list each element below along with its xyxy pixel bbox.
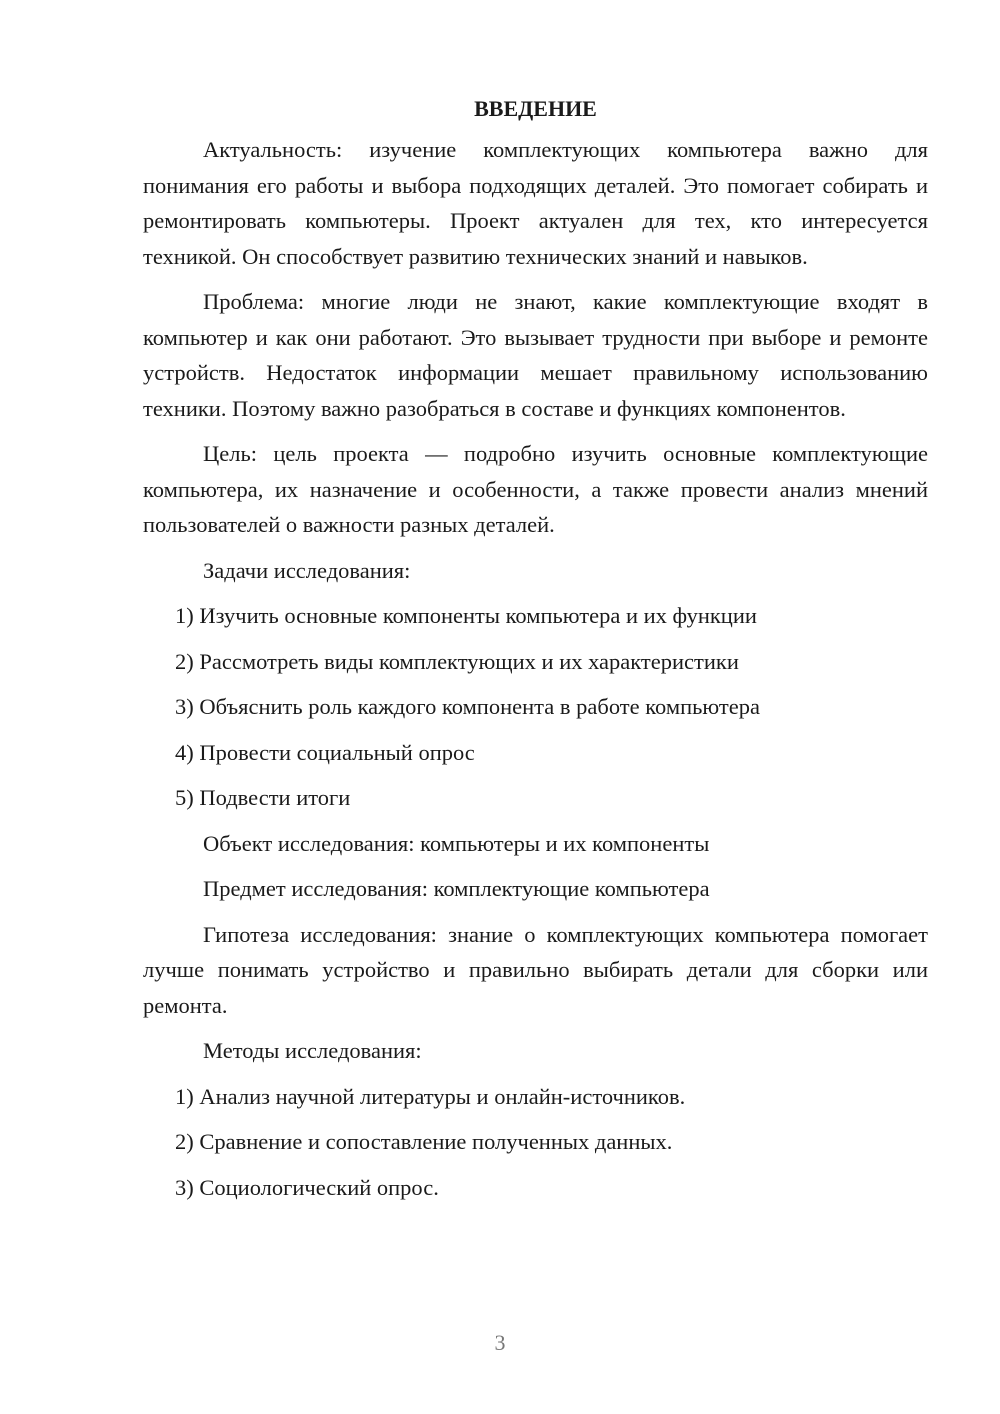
- research-subject: Предмет исследования: комплектующие компьютера: [203, 876, 710, 901]
- task-item: 2) Рассмотреть виды комплектующих и их характеристики: [175, 648, 739, 674]
- document-page: [143, 92, 928, 1215]
- method-item: 2) Сравнение и сопоставление полученных данных.: [175, 1129, 673, 1154]
- task-item: 3) Объяснить роль каждого компонента в работе компьютера: [175, 694, 760, 719]
- hypothesis-paragraph: Гипотеза исследования: знание о комплектующих компьютера помогает лучше понимать устройство и правильно выбирать детали для сборки или ремонта.: [143, 921, 928, 1018]
- task-item: 5) Подвести итоги: [175, 785, 351, 810]
- research-object: Объект исследования: компьютеры и их компоненты: [203, 830, 710, 856]
- page-number: 3: [494, 1330, 506, 1355]
- task-item: 4) Провести социальный опрос: [175, 739, 475, 765]
- methods-heading: Методы исследования:: [203, 1038, 422, 1063]
- goal-paragraph: Цель: цель проекта — подробно изучить основные комплектующие компьютера, их назначение и особенности, а также провести анализ мнений пользователей о важности разных деталей.: [143, 441, 928, 537]
- tasks-heading: Задачи исследования:: [203, 557, 411, 583]
- section-title: ВВЕДЕНИЕ: [474, 96, 597, 121]
- task-item: 1) Изучить основные компоненты компьютера и их функции: [175, 603, 757, 628]
- method-item: 3) Социологический опрос.: [175, 1174, 439, 1200]
- problem-paragraph: Проблема: многие люди не знают, какие комплектующие входят в компьютер и как они работают. Это вызывает трудности при выборе и ремонте устройств. Недостаток информации мешает правильному использованию техники. Поэтому важно разобраться в составе и функциях компонентов.: [143, 289, 928, 421]
- method-item: 1) Анализ научной литературы и онлайн-источников.: [175, 1083, 686, 1109]
- relevance-paragraph: Актуальность: изучение комплектующих компьютера важно для понимания его работы и выбора подходящих деталей. Это помогает собирать и ремонтировать компьютеры. Проект актуален для тех, кто интересуется техникой. Он способствует развитию технических знаний и навыков.: [143, 137, 928, 269]
